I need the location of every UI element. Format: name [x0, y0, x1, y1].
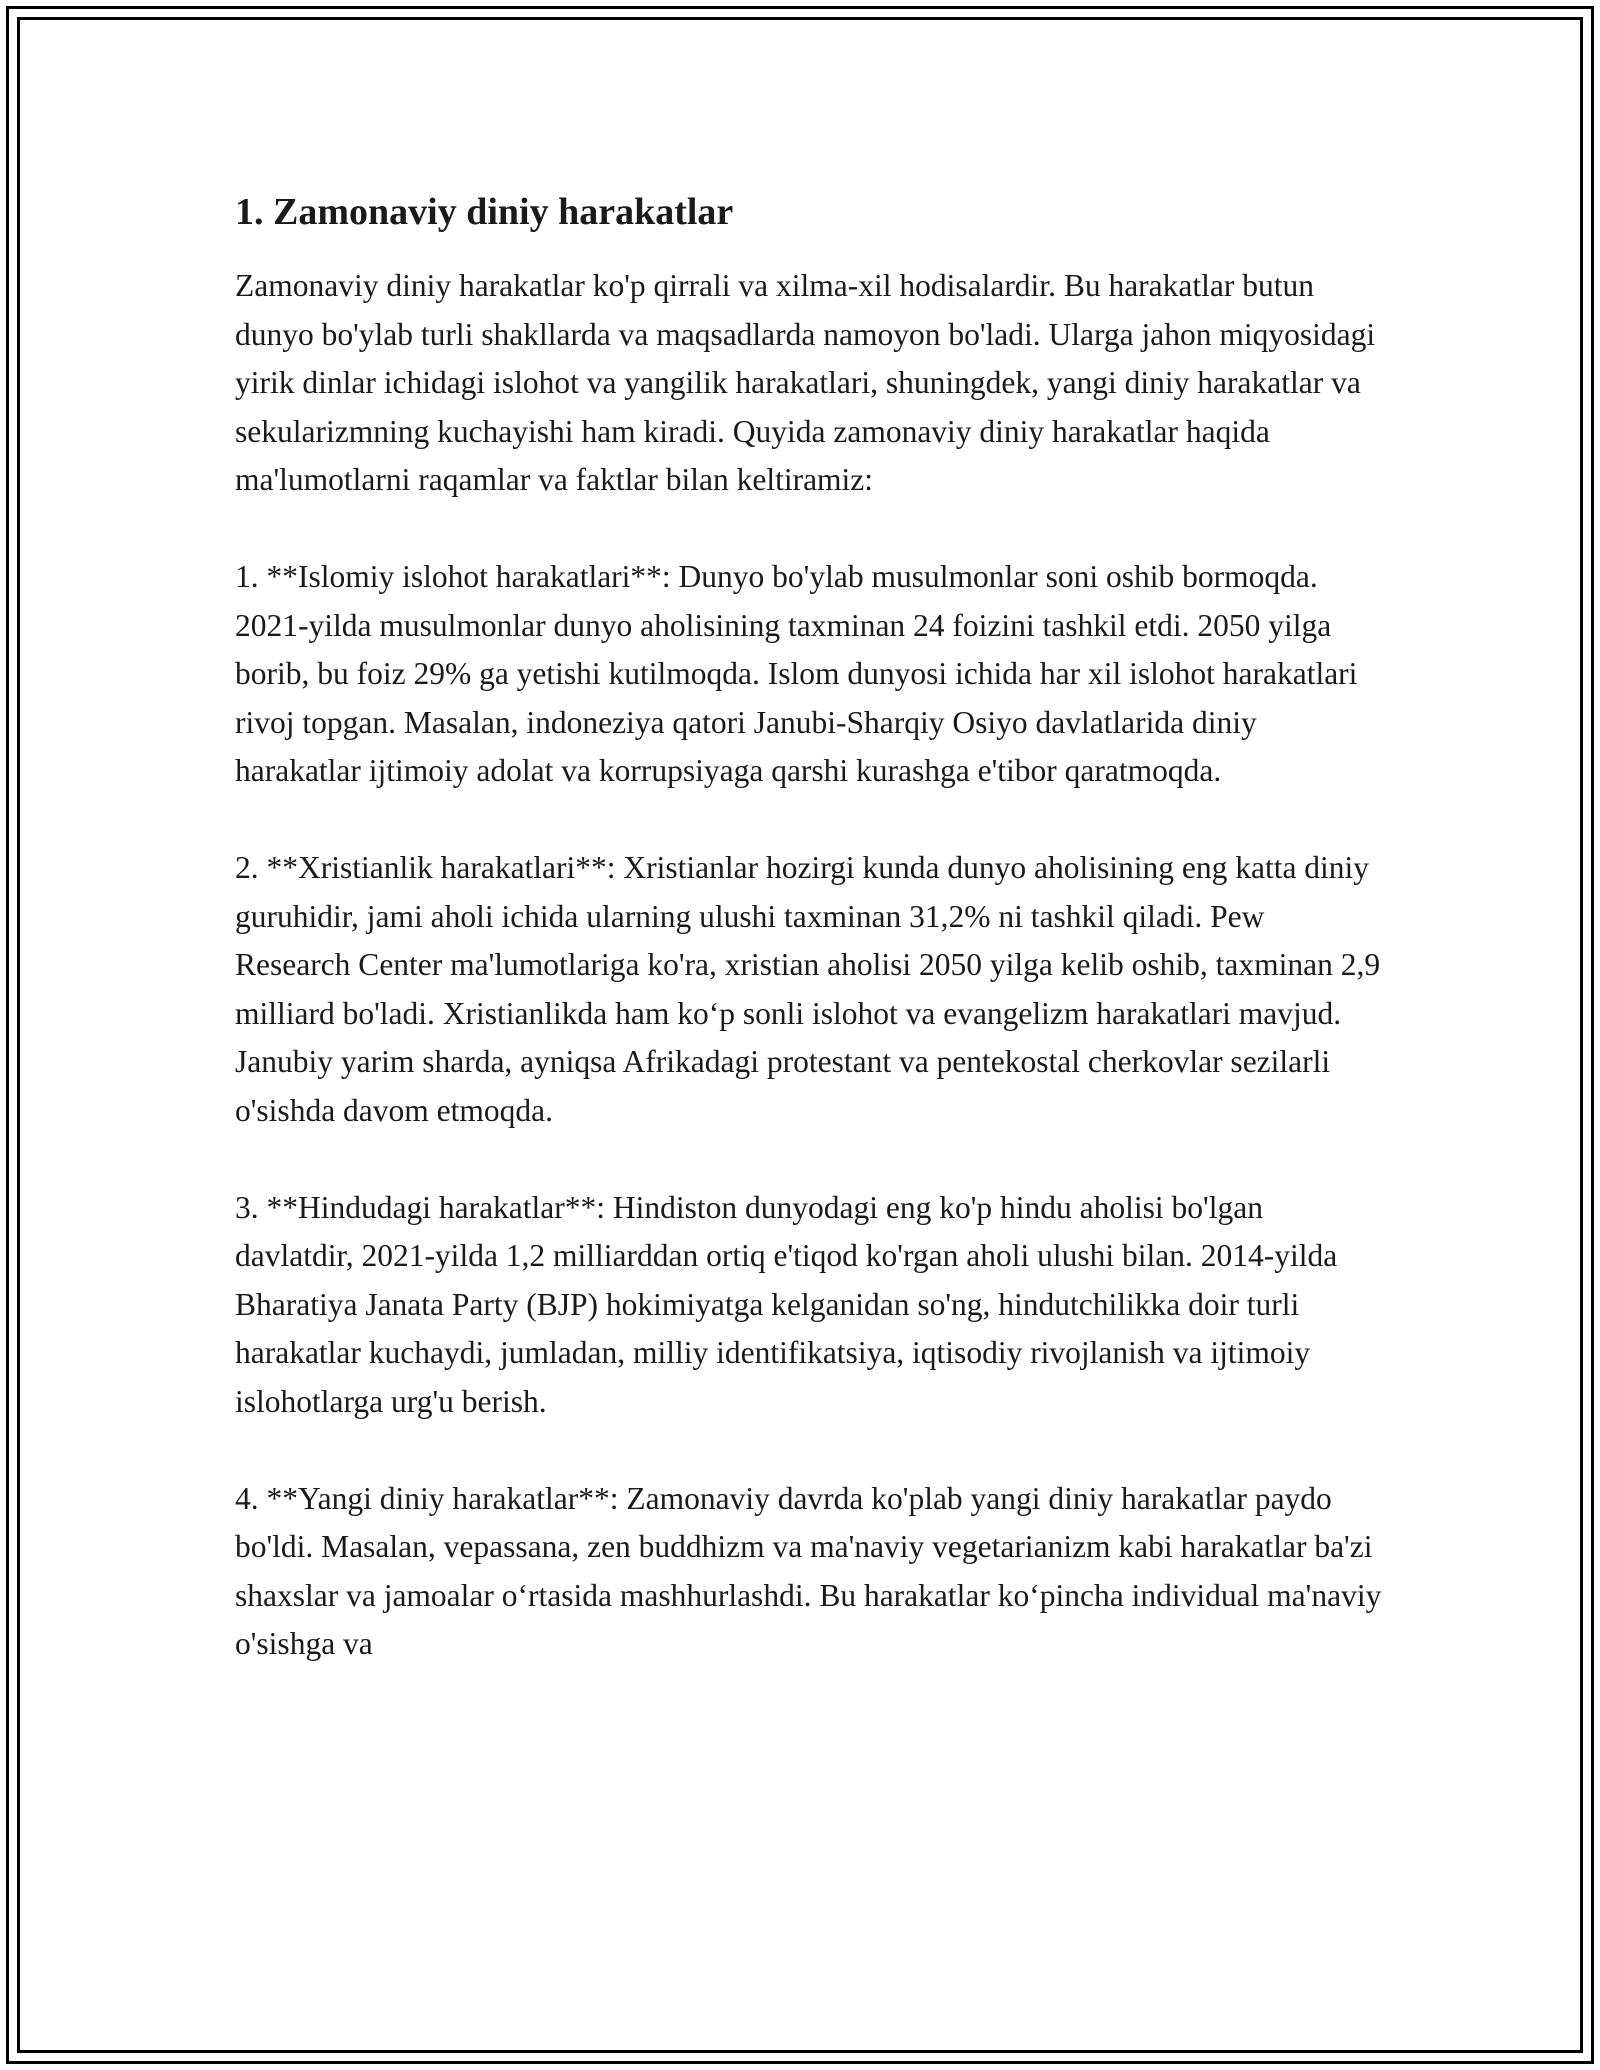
islam-paragraph: 1. **Islomiy islohot harakatlari**: Dunyo bo'ylab musulmonlar soni oshib bormoqda. 2021-yilda musulmonlar dunyo aholisining taxminan 24 foizini tashkil etdi. 2050 yilga borib, bu foiz 29% ga yetishi kutilmoqda. Islom dunyosi ichida har xil islohot harakatlari rivoj topgan. Masalan, indoneziya qatori Janubi-Sharqiy Osiyo davlatlarida diniy harakatlar ijtimoiy adolat va korrupsiyaga qarshi kurashga e'tibor qaratmoqda. — [235, 559, 1358, 788]
section-title: 1. Zamonaviy diniy harakatlar — [235, 191, 734, 233]
hinduism-paragraph: 3. **Hindudagi harakatlar**: Hindiston dunyodagi eng ko'p hindu aholisi bo'lgan davlatdir, 2021-yilda 1,2 milliarddan ortiq e'tiqod ko'rgan aholi ulushi bilan. 2014-yilda Bharatiya Janata Party (BJP) hokimiyatga kelganidan so'ng, hindutchilikka doir turli harakatlar kuchaydi, jumladan, milliy identifikatsiya, iqtisodiy rivojlanish va ijtimoiy islohotlarga urg'u berish. — [235, 1189, 1338, 1419]
new-movements-paragraph: 4. **Yangi diniy harakatlar**: Zamonaviy davrda ko'plab yangi diniy harakatlar paydo bo'ldi. Masalan, vepassana, zen buddhizm va ma'naviy vegetarianizm kabi harakatlar ba'zi shaxslar va jamoalar o‘rtasida mashhurlashdi. Bu harakatlar ko‘pincha individual ma'naviy o'sishga va — [235, 1480, 1382, 1661]
document-body — [235, 186, 1385, 1717]
intro-paragraph: Zamonaviy diniy harakatlar ko'p qirrali va xilma-xil hodisalardir. Bu harakatlar butun dunyo bo'ylab turli shakllarda va maqsadlarda namoyon bo'ladi. Ularga jahon miqyosidagi yirik dinlar ichidagi islohot va yangilik harakatlari, shuningdek, yangi diniy harakatlar va sekularizmning kuchayishi ham kiradi. Quyida zamonaviy diniy harakatlar haqida ma'lumotlarni raqamlar va faktlar bilan keltiramiz: — [235, 268, 1376, 497]
christianity-paragraph: 2. **Xristianlik harakatlari**: Xristianlar hozirgi kunda dunyo aholisining eng katta diniy guruhidir, jami aholi ichida ularning ulushi taxminan 31,2% ni tashkil qiladi. Pew Research Center ma'lumotlariga ko'ra, xristian aholisi 2050 yilga kelib oshib, taxminan 2,9 milliard bo'ladi. Xristianlikda ham ko‘p sonli islohot va evangelizm harakatlari mavjud. Janubiy yarim sharda, ayniqsa Afrikadagi protestant va pentekostal cherkovlar sezilarli o'sishda davom etmoqda. — [235, 850, 1381, 1128]
